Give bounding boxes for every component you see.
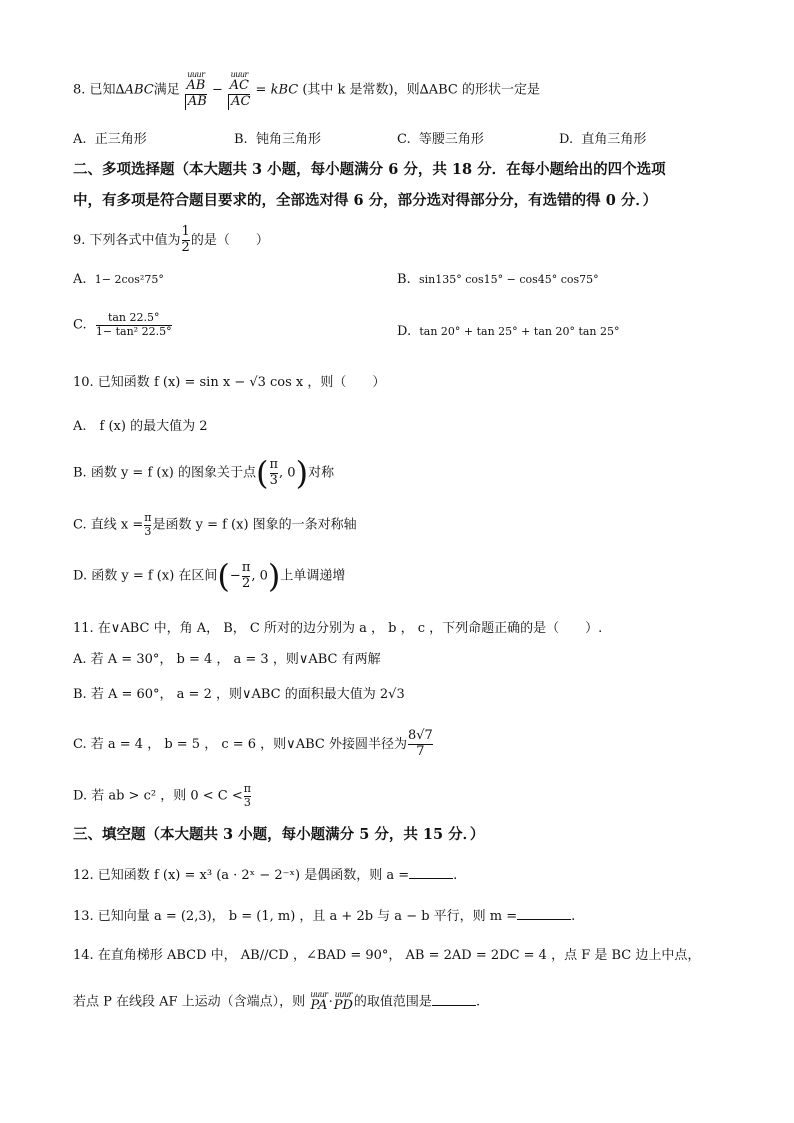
q10-option-b-rparen: ) <box>295 454 309 492</box>
q8-stem <box>73 70 540 110</box>
q11-option-c-fraction <box>408 729 433 760</box>
q10-option-d-rparen: ) <box>267 557 281 595</box>
q14-answer-blank[interactable] <box>432 993 476 1006</box>
q8-equation: = kBC <box>255 82 299 98</box>
q9-option-c-num: tan 22.5° <box>107 311 160 324</box>
q11-option-d-num: π <box>243 782 251 795</box>
q10-option-b[interactable] <box>73 454 335 492</box>
q10-option-b-pre: B. 函数 y = f (x) 的图象关于点 <box>73 465 257 481</box>
q8-prefix: 8. 已知 <box>73 82 116 98</box>
q9-stem-post: 的是（ ） <box>190 232 269 248</box>
q10-option-c-den: 3 <box>144 524 152 538</box>
q8-frac-ac <box>228 70 250 110</box>
q8-triangle: ∆ABC <box>115 82 154 98</box>
q14-vector-pa <box>310 990 327 1014</box>
q11-option-d-fraction <box>244 783 251 809</box>
q12-stem-end: . <box>453 868 458 883</box>
q10-option-d[interactable] <box>73 557 346 595</box>
q8-vec-mark-ac: uuur <box>230 70 248 79</box>
q8-option-b[interactable] <box>234 133 321 146</box>
section2-heading-line2: 中，有多项是符合题目要求的，全部选对得 6 分，部分选对得部分分，有选错的得 0 分．） <box>73 192 658 209</box>
q10-option-c-post: 是函数 y = f (x) 图象的一条对称轴 <box>152 517 357 533</box>
q10-option-d-den: 2 <box>241 575 251 591</box>
q14-line1: 14. 在直角梯形 ABCD 中， AB//CD ，∠BAD = 90°， AB = 2AD = 2DC = 4 ，点 F 是 BC 边上中点， <box>73 948 701 963</box>
q9-option-c-key: C. <box>73 317 87 333</box>
q9-stem-pre: 9. 下列各式中值为 <box>73 232 181 248</box>
q8-option-a-text: 正三角形 <box>94 132 147 147</box>
q8-option-b-text: 钝角三角形 <box>255 132 321 147</box>
q8-ab-den: AB <box>185 95 207 110</box>
q9-fraction <box>182 225 190 256</box>
q9-option-d[interactable] <box>397 325 620 338</box>
q10-option-d-post: 上单调递增 <box>280 568 346 584</box>
q12-stem-text: 12. 已知函数 f (x) = x³ (a · 2ˣ − 2⁻ˣ) 是偶函数，则 a = <box>73 868 410 883</box>
q14-pd: PD <box>333 998 353 1014</box>
q9-option-d-key: D. <box>397 324 412 339</box>
q8-option-a[interactable] <box>73 133 147 146</box>
q9-option-c[interactable] <box>73 312 173 338</box>
q14-pa: PA <box>310 998 328 1014</box>
q9-frac-num: 1 <box>181 224 190 239</box>
q10-option-d-pre: D. 函数 y = f (x) 在区间 <box>73 568 218 584</box>
q12-answer-blank[interactable] <box>409 866 453 879</box>
q11-option-c-den: 7 <box>408 744 433 760</box>
q10-option-b-den: 3 <box>269 472 278 488</box>
q10-option-b-lparen: ( <box>256 454 269 492</box>
q11-option-d-den: 3 <box>243 795 251 809</box>
q8-frac-ab <box>185 70 207 110</box>
q9-option-c-fraction <box>96 312 172 338</box>
q14-vector-pd <box>334 990 353 1014</box>
q14-vec-mark-pd: uuur <box>334 990 352 999</box>
q8-option-c-key: C. <box>397 132 411 147</box>
q8-frac-ac-num <box>228 70 250 94</box>
q8-option-d[interactable] <box>559 133 646 146</box>
q8-vec-mark-ab: uuur <box>187 70 205 79</box>
q9-option-d-text: tan 20° + tan 25° + tan 20° tan 25° <box>419 325 620 338</box>
q13-answer-blank[interactable] <box>517 907 571 920</box>
q13-stem-end: . <box>571 909 576 924</box>
q10-option-c-num: π <box>144 511 152 524</box>
q8-ab-num: AB <box>186 78 206 94</box>
q10-stem: 10. 已知函数 f (x) = sin x − √3 cos x ，则（ ） <box>73 375 386 390</box>
q10-option-b-num: π <box>269 456 279 472</box>
q10-option-c-fraction <box>144 512 151 538</box>
q10-option-b-fraction <box>270 458 279 489</box>
q10-option-d-mid: , 0 <box>251 568 268 584</box>
q11-option-c-pre: C. 若 a = 4 ， b = 5 ， c = 6 ，则∨ABC 外接圆半径为 <box>73 736 407 752</box>
q11-option-d-pre: D. 若 ab > c² ，则 0 < C < <box>73 788 243 804</box>
section3-heading: 三、填空题（本大题共 3 小题，每小题满分 5 分，共 15 分．） <box>73 826 485 843</box>
q10-option-c[interactable] <box>73 512 357 538</box>
q9-frac-den: 2 <box>181 239 190 255</box>
q13-stem-text: 13. 已知向量 a = (2,3)， b = (1, m) ，且 a + 2b 与 a − b 平行，则 m = <box>73 909 518 924</box>
q9-option-a-text: 1− 2cos²75° <box>94 273 164 286</box>
q8-option-d-key: D. <box>559 132 574 147</box>
q10-option-a[interactable]: A. f (x) 的最大值为 2 <box>73 419 208 434</box>
q14-line2-end: . <box>475 994 481 1010</box>
q11-option-d[interactable] <box>73 783 252 809</box>
q12-stem <box>73 866 457 882</box>
q11-option-b[interactable]: B. 若 A = 60°， a = 2 ，则∨ABC 的面积最大值为 2√3 <box>73 687 405 702</box>
q9-option-b-key: B. <box>397 272 411 287</box>
q14-line2 <box>73 990 480 1014</box>
q14-line2-pre: 若点 P 在线段 AF 上运动（含端点），则 <box>73 994 306 1010</box>
q8-frac-ab-num <box>185 70 207 94</box>
q10-option-d-lparen: ( <box>217 557 230 595</box>
q13-stem <box>73 907 575 923</box>
q10-option-b-post: 对称 <box>308 465 335 481</box>
q9-stem <box>73 225 269 256</box>
q10-option-d-minus: − <box>229 568 241 584</box>
q8-note: (其中 k 是常数) <box>302 82 394 98</box>
q8-post: ，则∆ABC 的形状一定是 <box>393 82 540 98</box>
q14-line2-post: 的取值范围是 <box>353 994 432 1010</box>
q11-option-c-num: 8√7 <box>407 728 433 743</box>
q14-dot: · <box>328 994 333 1010</box>
q9-option-a[interactable] <box>73 273 164 286</box>
q10-option-c-pre: C. 直线 x = <box>73 517 144 533</box>
q9-option-b[interactable] <box>397 273 599 286</box>
q8-minus: − <box>212 82 223 98</box>
q10-option-b-mid: , 0 <box>279 465 296 481</box>
q8-option-d-text: 直角三角形 <box>581 132 647 147</box>
q8-option-a-key: A. <box>73 132 87 147</box>
q9-option-a-key: A. <box>73 272 87 287</box>
q8-frac-ab-den <box>185 94 207 110</box>
q11-option-c[interactable] <box>73 729 434 760</box>
section2-heading-line1: 二、多项选择题（本大题共 3 小题，每小题满分 6 分，共 18 分．在每小题给出的四个选项 <box>73 161 666 178</box>
q8-frac-ac-den <box>228 94 250 110</box>
q11-option-a[interactable]: A. 若 A = 30°， b = 4 ， a = 3 ，则∨ABC 有两解 <box>73 652 381 667</box>
q8-satisfy: 满足 <box>153 82 180 98</box>
q8-option-c[interactable] <box>397 133 484 146</box>
q8-option-b-key: B. <box>234 132 248 147</box>
q9-option-c-den: 1− tan² 22.5° <box>95 324 172 338</box>
q11-stem: 11. 在∨ABC 中，角 A， B， C 所对的边分别为 a ， b ， c ，下列命题正确的是（ ）. <box>73 621 603 636</box>
q9-option-b-text: sin135° cos15° − cos45° cos75° <box>418 273 599 286</box>
q8-option-c-text: 等腰三角形 <box>418 132 484 147</box>
q10-option-d-num: π <box>241 559 251 575</box>
q8-ac-num: AC <box>229 78 249 94</box>
q14-vec-mark-pa: uuur <box>310 990 328 999</box>
q10-option-d-fraction <box>242 561 251 592</box>
q8-ac-den: AC <box>228 95 250 110</box>
